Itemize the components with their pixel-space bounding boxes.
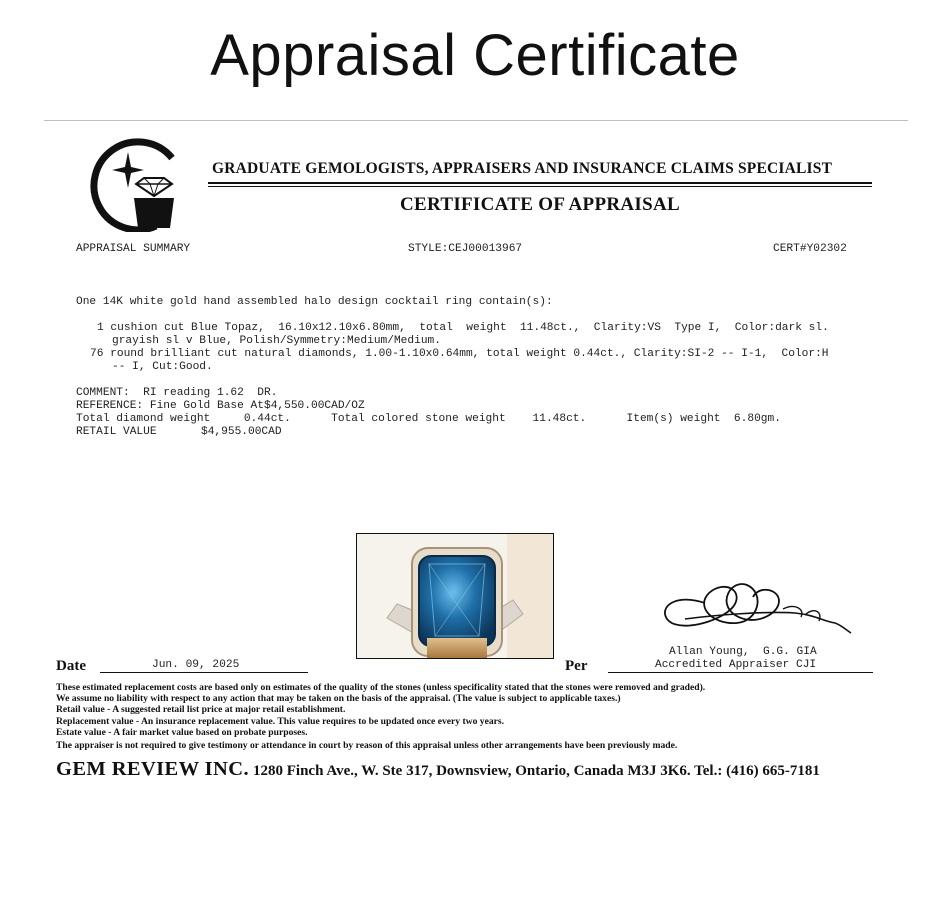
- reference-line: REFERENCE: Fine Gold Base At$4,550.00CAD/OZ: [76, 400, 365, 412]
- per-label: Per: [565, 658, 588, 674]
- appraiser-signature: [655, 563, 855, 643]
- appraisal-summary-label: APPRAISAL SUMMARY: [76, 243, 191, 255]
- gem-star-logo-icon: [84, 134, 180, 232]
- company-line: [56, 758, 820, 781]
- comment-line: COMMENT: RI reading 1.62 DR.: [76, 387, 278, 399]
- item-topaz-cont: grayish sl v Blue, Polish/Symmetry:Medium/Medium.: [112, 335, 441, 347]
- footnote: These estimated replacement costs are based only on estimates of the quality of the stones (unless specificality stated that the stones were removed and graded).: [56, 682, 706, 693]
- company-name: GEM REVIEW INC.: [56, 758, 249, 780]
- footnote: Estate value - A fair market value based on probate purposes.: [56, 727, 308, 738]
- page-title: Appraisal Certificate: [210, 23, 740, 88]
- item-diamonds-cont: -- I, Cut:Good.: [112, 361, 213, 373]
- retail-value: $4,955.00CAD: [201, 426, 282, 438]
- date-value: Jun. 09, 2025: [152, 659, 240, 671]
- retail-value-label: RETAIL VALUE: [76, 426, 157, 438]
- appraiser-name: Allan Young, G.G. GIA: [669, 646, 817, 658]
- ring-photo: [356, 533, 554, 659]
- footnote: We assume no liability with respect to any action that may be taken on the basis of the appraisal. (The value is subject to applicable taxes.): [56, 693, 621, 704]
- title-divider: [44, 120, 908, 121]
- appraiser-title: Accredited Appraiser CJI: [655, 659, 817, 671]
- certificate-title: CERTIFICATE OF APPRAISAL: [400, 194, 680, 215]
- footnote: Replacement value - An insurance replacement value. This value requires to be updated once every two years.: [56, 716, 505, 727]
- organization-line: GRADUATE GEMOLOGISTS, APPRAISERS AND INSURANCE CLAIMS SPECIALIST: [212, 160, 833, 177]
- date-label: Date: [56, 658, 86, 674]
- cert-number: CERT#Y02302: [773, 243, 847, 255]
- item-intro: One 14K white gold hand assembled halo design cocktail ring contain(s):: [76, 296, 553, 308]
- footnote: Retail value - A suggested retail list price at major retail establishment.: [56, 704, 346, 715]
- footnote: The appraiser is not required to give testimony or attendance in court by reason of this appraisal unless other arrangements have been previously made.: [56, 740, 678, 751]
- header-rule: [208, 186, 872, 187]
- header-rule: [208, 182, 872, 184]
- weights-line: Total diamond weight 0.44ct. Total colored stone weight 11.48ct. Item(s) weight 6.80gm.: [76, 413, 781, 425]
- item-diamonds: 76 round brilliant cut natural diamonds, 1.00-1.10x0.64mm, total weight 0.44ct., Clarity:SI-2 -- I-1, Color:H: [90, 348, 829, 360]
- company-address: 1280 Finch Ave., W. Ste 317, Downsview, Ontario, Canada M3J 3K6. Tel.: (416) 665-7181: [253, 763, 820, 779]
- ring-image: [357, 534, 553, 658]
- style-number: STYLE:CEJ00013967: [408, 243, 523, 255]
- date-line: [100, 672, 308, 673]
- item-topaz: 1 cushion cut Blue Topaz, 16.10x12.10x6.80mm, total weight 11.48ct., Clarity:VS Type I, Color:dark sl.: [97, 322, 829, 334]
- signature-line: [608, 672, 873, 673]
